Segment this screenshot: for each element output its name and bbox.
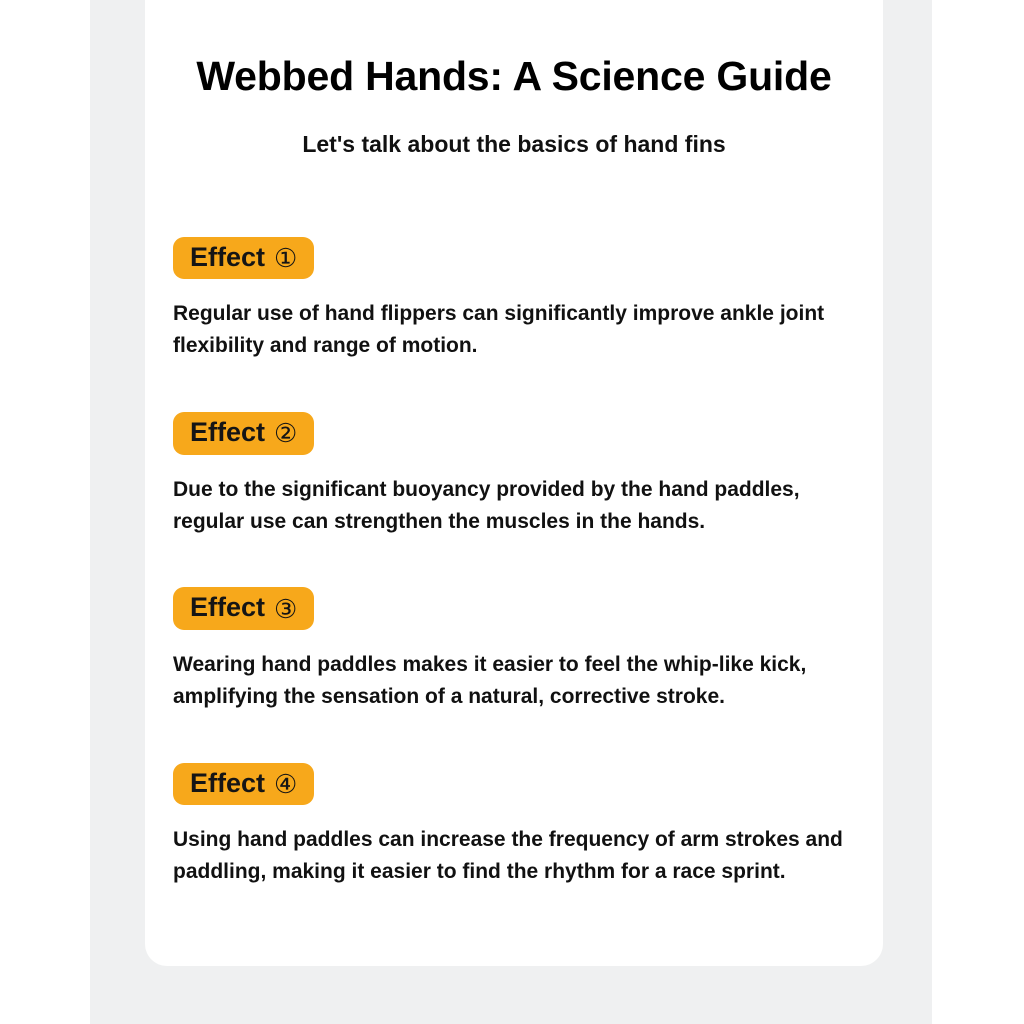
effect-body-4: Using hand paddles can increase the frequency of arm strokes and paddling, making it easier to find the rhythm for a race sprint. [173,827,843,883]
effect-badge-3 [173,587,314,629]
list-item [145,763,883,888]
effect-badge-2 [173,412,314,454]
circled-number-3-icon: ③ [274,593,298,624]
effect-badge-1 [173,237,314,279]
effects-list [145,237,883,888]
effect-body-3: Wearing hand paddles makes it easier to feel the whip-like kick, amplifying the sensation of a natural, corrective stroke. [173,652,807,708]
effect-body-1: Regular use of hand flippers can significantly improve ankle joint flexibility and range of motion. [173,302,825,358]
list-item [145,237,883,362]
effect-badge-4 [173,763,314,805]
circled-number-2-icon: ② [274,418,298,449]
effect-badge-label: Effect [190,242,266,273]
list-item [145,587,883,712]
effect-badge-label: Effect [190,417,266,448]
effect-body-2: Due to the significant buoyancy provided by the hand paddles, regular use can strengthen the muscles in the hands. [173,477,800,533]
card-content [145,0,883,888]
page-title: Webbed Hands: A Science Guide [196,53,832,99]
list-item [145,412,883,537]
content-card [145,0,883,966]
effect-badge-label: Effect [190,767,266,798]
circled-number-4-icon: ④ [274,768,298,799]
circled-number-1-icon: ① [274,243,298,274]
page-subtitle: Let's talk about the basics of hand fins [302,131,726,158]
effect-badge-label: Effect [190,592,266,623]
